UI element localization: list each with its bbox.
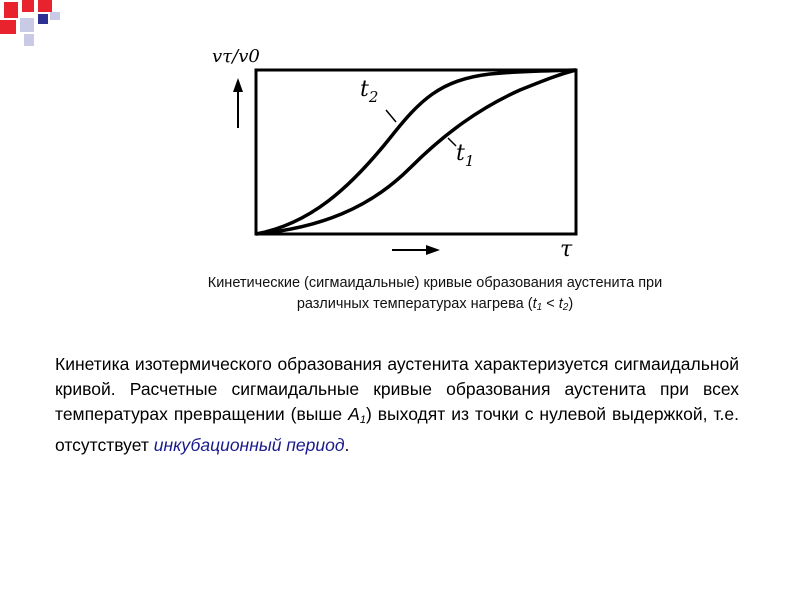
curve-label-t2-base: t [360, 77, 369, 102]
caption-line-2-prefix: различных температурах нагрева ( [296, 296, 533, 312]
y-axis-label: vτ/v0 [212, 46, 260, 67]
body-a1 [348, 404, 366, 424]
curve-t1 [256, 70, 576, 234]
caption-t1 [533, 296, 543, 312]
curve-t2 [256, 70, 576, 234]
body-part-1: Кинетика изотермического образования аустенита характеризуется сигмаидальной кривой. Расчетные сигмаидальные кривые образования аустенита при всех температурах превращении (выше [55, 354, 739, 424]
curve-label-t2 [360, 77, 378, 106]
corner-decoration [0, 0, 80, 60]
x-axis-arrowhead [426, 245, 440, 255]
curve-label-t1-leader [448, 138, 456, 146]
body-a1-sub: 1 [359, 414, 366, 426]
caption-line-2-suffix: ) [568, 296, 574, 312]
curve-label-t2-sub: 2 [368, 88, 379, 106]
caption-relation: < [542, 296, 559, 312]
caption-t2-sub: 2 [562, 302, 569, 313]
curve-label-t1-base: t [456, 141, 465, 166]
caption-line-2 [150, 294, 720, 318]
plot-frame [256, 70, 576, 234]
caption-t2 [559, 296, 569, 312]
caption-line-1: Кинетические (сигмаидальные) кривые образования аустенита при [207, 275, 663, 291]
caption-t1-base: t [532, 296, 537, 312]
incubation-period-term: инкубационный период [153, 435, 345, 455]
caption-t1-sub: 1 [536, 302, 543, 313]
body-part-3: . [344, 435, 350, 455]
figure-caption [150, 273, 720, 318]
x-axis-label: τ [560, 237, 573, 262]
y-axis-arrowhead [233, 78, 243, 92]
kinetic-curves-diagram [200, 38, 600, 266]
body-paragraph [55, 352, 739, 458]
body-part-2: ) выходят из точки с нулевой выдержкой, т.е. отсутствует [55, 404, 739, 455]
curve-label-t2-leader [386, 110, 396, 122]
caption-t2-base: t [558, 296, 563, 312]
curve-label-t1-sub: 1 [464, 152, 475, 170]
curve-label-t1 [456, 141, 474, 170]
body-a1-base: А [348, 404, 360, 424]
